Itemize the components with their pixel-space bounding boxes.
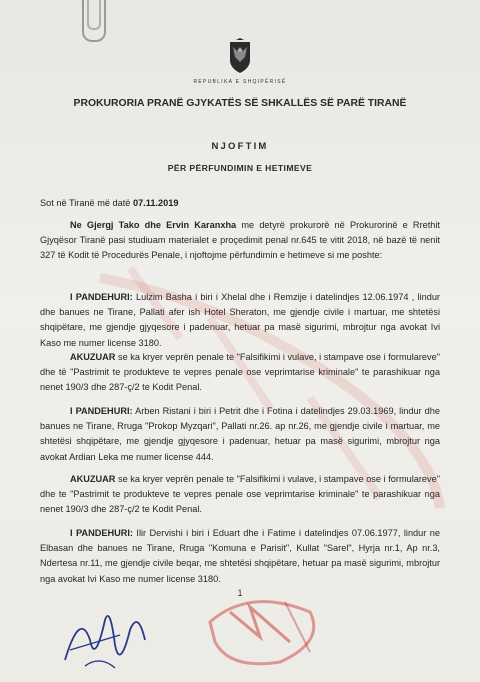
defendant3-paragraph xyxy=(40,526,440,587)
signature-icon xyxy=(60,600,150,672)
charge1-label: AKUZUAR xyxy=(70,352,116,362)
intro-paragraph xyxy=(40,218,440,264)
eagle-emblem-icon xyxy=(227,38,253,74)
intro-text: me detyrë prokurorë në Prokurorinë e Rrethit Gjyqësor Tiranë pasi studiuam materialet e proçedimit penal nr.645 te vitit 2018, në bazë të nenit 327 të Kodit të Procedurës Penale, i njoftojme përfundimin e hetimeve si me poshte: xyxy=(40,220,440,261)
date-prefix: Sot në Tiranë më datë xyxy=(40,198,133,208)
page-number: 1 xyxy=(237,588,243,598)
office-title: PROKURORIA PRANË GJYKATËS SË SHKALLËS SË PARË TIRANË xyxy=(73,98,407,109)
date-line xyxy=(40,198,178,208)
notice-title: NJOFTIM xyxy=(211,141,269,152)
defendant2-text: Arben Ristani i biri i Petrit dhe i Fotina i datelindjes 29.03.1969, lindur dhe banues ne Tirane, Rruga "Prokop Myzqari", Pallati nr.26. ap nr.26, me gjendje civile i martuar, me shtetësi shqipëtare, me gjendje gjyqesore i padenuar, hetuar pa masë sigurimi, mbrojtur nga avokat Ardian Leka me numer license 444. xyxy=(40,406,440,462)
charge2-text: se ka kryer veprën penale te "Falsifikimi i vulave, i stampave ose i formulareve" dhe te "Pastrimit te produkteve te vepres penale ose veprimtarise kriminale" te parashikuar nga nenet 190/3 dhe 287-ç/2 te Kodit Penal. xyxy=(40,474,440,515)
charge1-paragraph xyxy=(40,350,440,396)
charge1-text: se ka kryer veprën penale te "Falsifikimi i vulave, i stampave ose i formulareve" dhe të "Pastrimit te produkteve te vepres penale ose veprimtarise kriminale" te parashikuar nga nenet 190/3 dhe 287-ç/2 te Kodit Penal. xyxy=(40,352,440,393)
charge2-paragraph xyxy=(40,472,440,518)
defendant2-label: I PANDEHURI: xyxy=(70,406,133,416)
defendant1-label: I PANDEHURI: xyxy=(70,292,133,302)
defendant1-text: Lulzim Basha i biri i Xhelal dhe i Remzije i datelindjes 12.06.1974 , lindur dhe banues ne Tirane, Pallati afer ish Hotel Sheraton, me gjendje civile i martuar, me shtetësi shqipëtare, me gjendje gjyqesore i padenuar, hetuar pa masë sigurimi, mbrojtur nga avokat Ivi Kaso me numer license 3180. xyxy=(40,292,440,348)
defendant1-paragraph xyxy=(40,290,440,351)
notice-subtitle: PËR PËRFUNDIMIN E HETIMEVE xyxy=(167,163,313,173)
charge2-label: AKUZUAR xyxy=(70,474,116,484)
document-date: 07.11.2019 xyxy=(132,198,179,208)
defendant3-text: Ilir Dervishi i biri i Eduart dhe i Fatime i datelindjes 07.06.1977, lindur ne Elbasan dhe banues ne Tirane, Rruga "Komuna e Parisit", Kullat "Sarel", Hyrja nr.1, Ap nr.3, Ndertesa nr.11, me gjendje civile beqar, me shtetësi shqipëtare, hetuar pa masë sigurimi, mbrojtur nga avokat Ivi Kaso me numer license 3180. xyxy=(40,528,440,584)
red-stamp-icon xyxy=(190,582,330,672)
prosecutor-names: Ne Gjergj Tako dhe Ervin Karanxha xyxy=(70,220,237,230)
defendant2-paragraph xyxy=(40,404,440,465)
republic-label: REPUBLIKA E SHQIPËRISË xyxy=(193,79,287,85)
paper-clip-inner xyxy=(87,0,101,30)
defendant3-label: I PANDEHURI: xyxy=(70,528,133,538)
